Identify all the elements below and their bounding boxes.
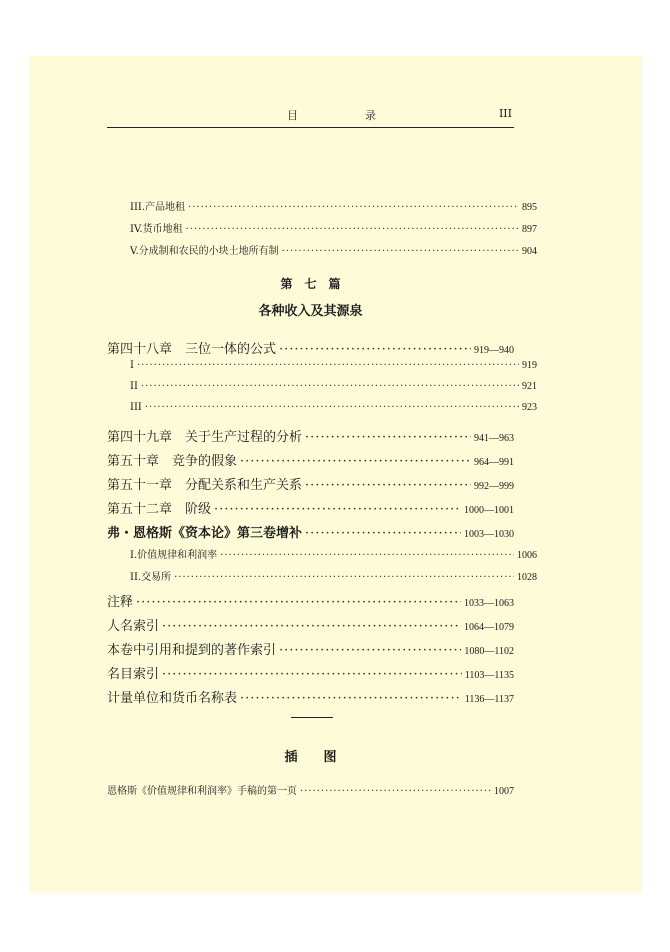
toc-entry-page: 1007 — [494, 786, 514, 797]
toc-entry[interactable] — [107, 546, 537, 561]
toc-entry-title: IV.货币地租 — [130, 224, 183, 235]
toc-leader-dots — [137, 360, 519, 371]
toc-entry[interactable] — [107, 498, 514, 517]
toc-leader-dots — [141, 381, 519, 392]
toc-entry-title: 第五十一章 分配关系和生产关系 — [107, 478, 303, 493]
toc-entry[interactable] — [107, 639, 514, 658]
toc-leader-dots — [240, 691, 462, 706]
toc-entry[interactable] — [107, 782, 514, 797]
toc-entry[interactable] — [107, 426, 514, 445]
toc-entry-title: 恩格斯《价值规律和利润率》手稿的第一页 — [107, 786, 297, 797]
toc-entry[interactable] — [107, 568, 537, 583]
toc-entry-title: 第四十九章 关于生产过程的分析 — [107, 430, 303, 445]
illustrations-heading: 插 图 — [284, 750, 337, 765]
toc-entry[interactable] — [107, 687, 514, 706]
toc-entry[interactable] — [107, 220, 537, 235]
toc-entry-title: 注释 — [107, 595, 134, 610]
toc-entry-title: 名目索引 — [107, 667, 160, 682]
toc-entry[interactable] — [107, 402, 537, 413]
toc-entry[interactable] — [107, 338, 514, 357]
toc-leader-dots — [220, 550, 514, 561]
toc-entry-title: 人名索引 — [107, 619, 160, 634]
toc-leader-dots — [305, 430, 471, 445]
toc-leader-dots — [305, 526, 461, 541]
toc-entry-page: 1003—1030 — [464, 529, 514, 540]
toc-entry-page: 941—963 — [474, 433, 514, 444]
toc-entry-page: 1006 — [517, 550, 537, 561]
toc-entry-title: V.分成制和农民的小块土地所有制 — [130, 246, 279, 257]
running-header — [107, 107, 514, 127]
toc-entry-page: 919—940 — [474, 345, 514, 356]
toc-entry[interactable] — [107, 474, 514, 493]
toc-entry[interactable] — [107, 591, 514, 610]
toc-entry-title: 本卷中引用和提到的著作索引 — [107, 643, 277, 658]
toc-leader-dots — [240, 454, 471, 469]
toc-entry-page: 919 — [522, 360, 537, 371]
toc-entry-page: 1000—1001 — [464, 505, 514, 516]
toc-entry-page: 923 — [522, 402, 537, 413]
toc-entry-page: 1064—1079 — [464, 622, 514, 633]
toc-leader-dots — [305, 478, 471, 493]
toc-entry-page: 895 — [522, 202, 537, 213]
toc-entry-page: 897 — [522, 224, 537, 235]
toc-entry-page: 964—991 — [474, 457, 514, 468]
toc-leader-dots — [214, 502, 461, 517]
toc-entry-page: 904 — [522, 246, 537, 257]
toc-leader-dots — [279, 643, 461, 658]
header-page-number: III — [498, 107, 512, 120]
toc-entry-title: III — [130, 402, 142, 413]
toc-entry[interactable] — [107, 198, 537, 213]
toc-entry-page: 1028 — [517, 572, 537, 583]
toc-entry-title: II — [130, 381, 138, 392]
toc-entry-page: 1080—1102 — [464, 646, 514, 657]
toc-leader-dots — [186, 224, 519, 235]
toc-leader-dots — [282, 246, 519, 257]
toc-entry-page: 1136—1137 — [464, 694, 514, 705]
toc-entry-page: 1103—1135 — [464, 670, 514, 681]
toc-leader-dots — [145, 402, 519, 413]
toc-entry-title: 第五十章 竞争的假象 — [107, 454, 238, 469]
toc-entry-title: I.价值规律和利润率 — [130, 550, 218, 561]
toc-entry[interactable] — [107, 663, 514, 682]
part-number: 第 七 篇 — [280, 277, 341, 291]
toc-entry[interactable] — [107, 450, 514, 469]
toc-entry-page: 921 — [522, 381, 537, 392]
toc-entry-title: III.产品地租 — [130, 202, 186, 213]
toc-leader-dots — [162, 667, 462, 682]
toc-entry-title: 第五十二章 阶级 — [107, 502, 212, 517]
toc-entry-title: I — [130, 360, 134, 371]
section-divider — [291, 717, 333, 718]
toc-entry-page: 992—999 — [474, 481, 514, 492]
toc-entry[interactable] — [107, 381, 537, 392]
header-title: 目 录 — [287, 109, 404, 122]
toc-entry-page: 1033—1063 — [464, 598, 514, 609]
toc-entry-title: II.交易所 — [130, 572, 172, 583]
toc-entry[interactable] — [107, 522, 514, 541]
toc-entry-title: 弗・恩格斯《资本论》第三卷增补 — [107, 526, 303, 541]
toc-leader-dots — [174, 572, 514, 583]
toc-leader-dots — [162, 619, 461, 634]
toc-leader-dots — [136, 595, 461, 610]
toc-entry[interactable] — [107, 242, 537, 257]
toc-entry[interactable] — [107, 615, 514, 634]
part-subtitle: 各种收入及其源泉 — [258, 304, 363, 319]
toc-leader-dots — [300, 786, 491, 797]
header-rule — [107, 127, 514, 128]
toc-entry[interactable] — [107, 360, 537, 371]
toc-leader-dots — [188, 202, 519, 213]
toc-entry-title: 计量单位和货币名称表 — [107, 691, 238, 706]
toc-leader-dots — [279, 342, 471, 357]
toc-entry-title: 第四十八章 三位一体的公式 — [107, 342, 277, 357]
